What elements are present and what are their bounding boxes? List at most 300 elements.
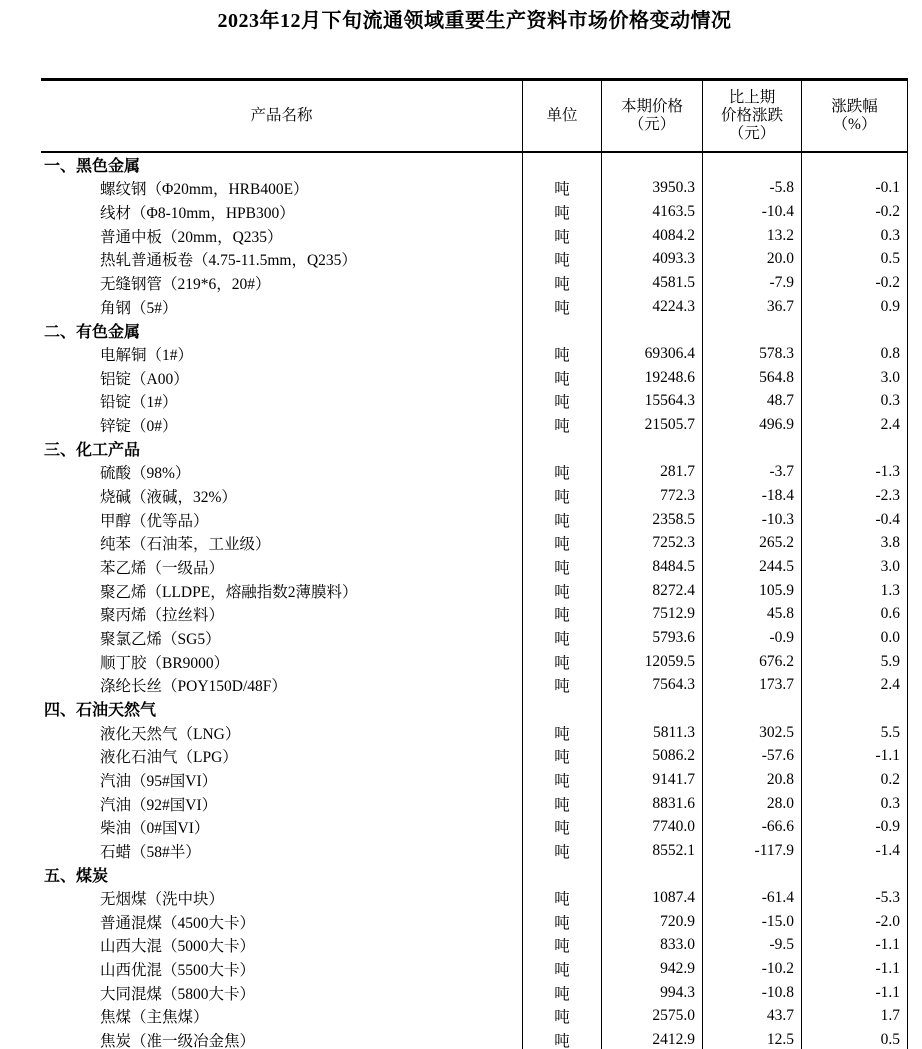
- change-pct-cell-text: -5.3: [875, 889, 900, 907]
- current-price-cell: [602, 839, 703, 863]
- unit-cell: [523, 934, 602, 958]
- change-pct-cell: [802, 200, 908, 224]
- unit-cell-text: 吨: [554, 630, 570, 648]
- change-pct-cell: [802, 484, 908, 508]
- current-price-cell: [602, 673, 703, 697]
- change-pct-cell-text: 0.0: [880, 628, 900, 646]
- product-row: [41, 886, 908, 910]
- section-label: [41, 863, 523, 887]
- unit-cell-text: 吨: [554, 725, 570, 743]
- product-name-cell-text: 线材（Φ8-10mm，HPB300）: [100, 205, 295, 223]
- unit-cell-text: 吨: [554, 559, 570, 577]
- product-name-cell-text: 汽油（95#国VI）: [100, 772, 218, 790]
- price-change-cell: [703, 721, 802, 745]
- current-price-cell-text: 281.7: [660, 463, 695, 481]
- price-change-cell-text: -9.5: [769, 936, 794, 954]
- change-pct-cell-text: -1.1: [875, 936, 900, 954]
- product-name-cell-text: 角钢（5#）: [100, 299, 178, 317]
- current-price-cell: [602, 248, 703, 272]
- product-row: [41, 839, 908, 863]
- change-pct-cell-text: 1.7: [880, 1007, 900, 1025]
- price-change-cell: [703, 248, 802, 272]
- current-price-cell-text: 2575.0: [652, 1007, 695, 1025]
- change-pct-cell: [802, 1028, 908, 1049]
- change-pct-cell-text: -1.1: [875, 960, 900, 978]
- product-name-cell: [41, 200, 523, 224]
- unit-cell: [523, 224, 602, 248]
- product-name-cell: [41, 602, 523, 626]
- section-empty-change-cell: [703, 319, 802, 343]
- change-pct-cell-text: 0.9: [880, 297, 900, 315]
- price-change-cell: [703, 390, 802, 414]
- change-pct-cell: [802, 839, 908, 863]
- change-pct-cell-text: -2.3: [875, 487, 900, 505]
- current-price-cell-text: 5811.3: [652, 723, 695, 741]
- change-pct-cell: [802, 271, 908, 295]
- price-change-cell: [703, 626, 802, 650]
- product-name-cell: [41, 792, 523, 816]
- current-price-cell-text: 8272.4: [652, 581, 695, 599]
- product-name-cell: [41, 461, 523, 485]
- col-header-price-change-line1: 比上期: [728, 89, 776, 106]
- product-name-cell-text: 山西大混（5000大卡）: [100, 938, 256, 956]
- change-pct-cell: [802, 366, 908, 390]
- unit-cell-text: 吨: [554, 181, 570, 199]
- change-pct-cell-text: -0.4: [875, 510, 900, 528]
- price-change-cell: [703, 200, 802, 224]
- current-price-cell: [602, 342, 703, 366]
- product-row: [41, 342, 908, 366]
- section-empty-unit-cell: [523, 153, 602, 177]
- product-name-cell-text: 无烟煤（洗中块）: [100, 891, 225, 909]
- section-label: [41, 697, 523, 721]
- product-name-cell: [41, 886, 523, 910]
- product-row: [41, 532, 908, 556]
- product-name-cell: [41, 484, 523, 508]
- product-row: [41, 555, 908, 579]
- product-name-cell-text: 苯乙烯（一级品）: [100, 559, 225, 577]
- product-name-cell-text: 无缝钢管（219*6，20#）: [100, 276, 271, 294]
- change-pct-cell-text: -1.3: [875, 463, 900, 481]
- product-name-cell: [41, 532, 523, 556]
- product-name-cell-text: 锌锭（0#）: [100, 418, 178, 436]
- unit-cell-text: 吨: [554, 276, 570, 294]
- unit-cell: [523, 532, 602, 556]
- product-name-cell: [41, 579, 523, 603]
- section-label-text: 一、黑色金属: [44, 158, 141, 176]
- section-empty-change-cell: [703, 697, 802, 721]
- current-price-cell-text: 4084.2: [652, 226, 695, 244]
- col-header-unit-text: 单位: [546, 107, 578, 124]
- change-pct-cell-text: 0.5: [880, 1031, 900, 1049]
- change-pct-cell: [802, 673, 908, 697]
- col-header-price-change: [703, 81, 802, 151]
- product-row: [41, 721, 908, 745]
- price-change-cell-text: 173.7: [759, 676, 794, 694]
- product-name-cell-text: 山西优混（5500大卡）: [100, 962, 256, 980]
- section-empty-price-cell: [602, 319, 703, 343]
- section-label: [41, 437, 523, 461]
- product-row: [41, 579, 908, 603]
- current-price-cell: [602, 957, 703, 981]
- col-header-change-pct-line1: 涨跌幅: [831, 98, 878, 115]
- price-change-cell: [703, 650, 802, 674]
- section-empty-unit-cell: [523, 319, 602, 343]
- change-pct-cell: [802, 1005, 908, 1029]
- product-name-cell-text: 大同混煤（5800大卡）: [100, 985, 256, 1003]
- current-price-cell-text: 8831.6: [652, 794, 695, 812]
- unit-cell: [523, 626, 602, 650]
- product-row: [41, 295, 908, 319]
- product-name-cell-text: 焦炭（准一级冶金焦）: [100, 1033, 256, 1049]
- change-pct-cell: [802, 461, 908, 485]
- change-pct-cell-text: 0.8: [880, 345, 900, 363]
- price-change-cell-text: -10.2: [761, 960, 794, 978]
- change-pct-cell-text: 0.3: [880, 392, 900, 410]
- price-change-cell: [703, 886, 802, 910]
- change-pct-cell: [802, 555, 908, 579]
- unit-cell: [523, 200, 602, 224]
- product-name-cell-text: 聚乙烯（LLDPE，熔融指数2薄膜料）: [100, 583, 358, 601]
- price-change-cell: [703, 910, 802, 934]
- col-header-current-price-line2: （元）: [628, 116, 676, 133]
- product-name-cell: [41, 934, 523, 958]
- section-empty-change-cell: [703, 863, 802, 887]
- change-pct-cell: [802, 792, 908, 816]
- price-change-cell-text: -117.9: [754, 841, 794, 859]
- unit-cell: [523, 366, 602, 390]
- section-empty-price-cell: [602, 863, 703, 887]
- current-price-cell: [602, 177, 703, 201]
- change-pct-cell: [802, 626, 908, 650]
- unit-cell: [523, 461, 602, 485]
- product-name-cell-text: 石蜡（58#半）: [100, 843, 201, 861]
- section-header-row: [41, 153, 908, 177]
- product-name-cell-text: 热轧普通板卷（4.75-11.5mm，Q235）: [100, 252, 357, 270]
- current-price-cell-text: 994.3: [660, 983, 695, 1001]
- current-price-cell: [602, 744, 703, 768]
- product-row: [41, 413, 908, 437]
- current-price-cell-text: 4581.5: [652, 274, 695, 292]
- product-name-cell: [41, 177, 523, 201]
- product-row: [41, 768, 908, 792]
- price-change-cell: [703, 981, 802, 1005]
- product-name-cell-text: 纯苯（石油苯，工业级）: [100, 536, 271, 554]
- current-price-cell-text: 15564.3: [644, 392, 695, 410]
- price-change-cell: [703, 744, 802, 768]
- price-change-cell-text: -5.8: [769, 179, 794, 197]
- change-pct-cell: [802, 508, 908, 532]
- section-empty-price-cell: [602, 153, 703, 177]
- product-row: [41, 484, 908, 508]
- unit-cell: [523, 177, 602, 201]
- change-pct-cell-text: -0.2: [875, 203, 900, 221]
- unit-cell-text: 吨: [554, 583, 570, 601]
- change-pct-cell-text: -1.1: [875, 747, 900, 765]
- price-change-cell-text: 28.0: [766, 794, 794, 812]
- current-price-cell: [602, 508, 703, 532]
- product-row: [41, 177, 908, 201]
- change-pct-cell: [802, 744, 908, 768]
- current-price-cell: [602, 390, 703, 414]
- unit-cell-text: 吨: [554, 489, 570, 507]
- current-price-cell: [602, 602, 703, 626]
- change-pct-cell: [802, 248, 908, 272]
- product-row: [41, 650, 908, 674]
- product-row: [41, 366, 908, 390]
- product-name-cell-text: 甲醇（优等品）: [100, 512, 209, 530]
- product-name-cell: [41, 271, 523, 295]
- product-row: [41, 934, 908, 958]
- current-price-cell-text: 7564.3: [652, 676, 695, 694]
- change-pct-cell-text: 2.4: [880, 416, 900, 434]
- current-price-cell: [602, 910, 703, 934]
- price-change-cell: [703, 342, 802, 366]
- col-header-price-change-line2: 价格涨跌: [720, 107, 783, 124]
- product-name-cell-text: 螺纹钢（Φ20mm，HRB400E）: [100, 181, 309, 199]
- change-pct-cell-text: -2.0: [875, 912, 900, 930]
- current-price-cell-text: 1087.4: [652, 889, 695, 907]
- product-row: [41, 1028, 908, 1049]
- price-change-cell-text: 578.3: [759, 345, 794, 363]
- current-price-cell: [602, 579, 703, 603]
- current-price-cell-text: 2358.5: [652, 510, 695, 528]
- unit-cell: [523, 295, 602, 319]
- price-change-cell: [703, 1005, 802, 1029]
- change-pct-cell: [802, 390, 908, 414]
- unit-cell-text: 吨: [554, 418, 570, 436]
- price-change-cell: [703, 957, 802, 981]
- unit-cell-text: 吨: [554, 205, 570, 223]
- col-header-change-pct: [802, 81, 908, 151]
- price-change-cell-text: -0.9: [769, 628, 794, 646]
- product-name-cell: [41, 555, 523, 579]
- section-empty-pct-cell: [802, 697, 908, 721]
- section-header-row: [41, 319, 908, 343]
- product-name-cell-text: 汽油（92#国VI）: [100, 796, 218, 814]
- current-price-cell-text: 19248.6: [644, 368, 695, 386]
- unit-cell: [523, 413, 602, 437]
- change-pct-cell-text: 5.5: [880, 723, 900, 741]
- unit-cell: [523, 602, 602, 626]
- price-change-cell: [703, 815, 802, 839]
- price-change-cell: [703, 673, 802, 697]
- unit-cell: [523, 1005, 602, 1029]
- price-change-cell: [703, 366, 802, 390]
- section-empty-unit-cell: [523, 697, 602, 721]
- change-pct-cell: [802, 579, 908, 603]
- change-pct-cell: [802, 957, 908, 981]
- price-change-cell: [703, 508, 802, 532]
- change-pct-cell: [802, 177, 908, 201]
- section-empty-price-cell: [602, 697, 703, 721]
- table-body: [41, 153, 908, 1049]
- unit-cell-text: 吨: [554, 1009, 570, 1027]
- product-name-cell: [41, 981, 523, 1005]
- current-price-cell: [602, 461, 703, 485]
- table-header-row: [41, 81, 908, 153]
- section-empty-unit-cell: [523, 863, 602, 887]
- price-change-cell: [703, 413, 802, 437]
- unit-cell-text: 吨: [554, 536, 570, 554]
- section-empty-pct-cell: [802, 319, 908, 343]
- product-name-cell-text: 聚丙烯（拉丝料）: [100, 607, 225, 625]
- unit-cell-text: 吨: [554, 891, 570, 909]
- product-name-cell-text: 铅锭（1#）: [100, 394, 178, 412]
- change-pct-cell: [802, 532, 908, 556]
- product-row: [41, 390, 908, 414]
- unit-cell: [523, 886, 602, 910]
- price-change-cell-text: -10.8: [761, 983, 794, 1001]
- current-price-cell-text: 2412.9: [652, 1031, 695, 1049]
- product-name-cell: [41, 673, 523, 697]
- price-change-cell: [703, 934, 802, 958]
- price-change-cell: [703, 461, 802, 485]
- product-name-cell: [41, 1005, 523, 1029]
- current-price-cell-text: 942.9: [660, 960, 695, 978]
- section-empty-change-cell: [703, 153, 802, 177]
- current-price-cell-text: 12059.5: [644, 652, 695, 670]
- product-name-cell: [41, 366, 523, 390]
- unit-cell-text: 吨: [554, 772, 570, 790]
- current-price-cell: [602, 366, 703, 390]
- current-price-cell-text: 8552.1: [652, 841, 695, 859]
- change-pct-cell: [802, 295, 908, 319]
- unit-cell-text: 吨: [554, 370, 570, 388]
- product-name-cell: [41, 744, 523, 768]
- section-label-text: 三、化工产品: [44, 442, 141, 460]
- unit-cell-text: 吨: [554, 678, 570, 696]
- product-name-cell: [41, 508, 523, 532]
- col-header-price-change-line3: （元）: [728, 125, 776, 142]
- product-name-cell-text: 普通中板（20mm，Q235）: [100, 228, 283, 246]
- current-price-cell-text: 3950.3: [652, 179, 695, 197]
- unit-cell-text: 吨: [554, 394, 570, 412]
- product-name-cell-text: 硫酸（98%）: [100, 465, 191, 483]
- price-change-cell: [703, 177, 802, 201]
- unit-cell: [523, 271, 602, 295]
- product-row: [41, 461, 908, 485]
- unit-cell-text: 吨: [554, 820, 570, 838]
- section-empty-pct-cell: [802, 863, 908, 887]
- section-header-row: [41, 863, 908, 887]
- current-price-cell-text: 5793.6: [652, 628, 695, 646]
- current-price-cell: [602, 768, 703, 792]
- product-name-cell: [41, 295, 523, 319]
- unit-cell: [523, 792, 602, 816]
- price-change-cell-text: -3.7: [769, 463, 794, 481]
- current-price-cell: [602, 1028, 703, 1049]
- change-pct-cell-text: -0.9: [875, 818, 900, 836]
- change-pct-cell-text: 3.0: [880, 368, 900, 386]
- product-row: [41, 626, 908, 650]
- section-header-row: [41, 697, 908, 721]
- current-price-cell-text: 8484.5: [652, 557, 695, 575]
- section-label: [41, 319, 523, 343]
- price-change-cell-text: 302.5: [759, 723, 794, 741]
- section-label-text: 四、石油天然气: [44, 702, 157, 720]
- unit-cell-text: 吨: [554, 938, 570, 956]
- unit-cell: [523, 744, 602, 768]
- product-row: [41, 224, 908, 248]
- price-change-cell-text: 496.9: [759, 416, 794, 434]
- current-price-cell: [602, 555, 703, 579]
- change-pct-cell: [802, 910, 908, 934]
- current-price-cell: [602, 721, 703, 745]
- change-pct-cell-text: -0.2: [875, 274, 900, 292]
- price-change-cell-text: 244.5: [759, 557, 794, 575]
- unit-cell-text: 吨: [554, 228, 570, 246]
- unit-cell: [523, 981, 602, 1005]
- current-price-cell: [602, 295, 703, 319]
- product-name-cell: [41, 815, 523, 839]
- change-pct-cell: [802, 815, 908, 839]
- unit-cell: [523, 484, 602, 508]
- section-empty-unit-cell: [523, 437, 602, 461]
- product-name-cell: [41, 1028, 523, 1049]
- change-pct-cell: [802, 721, 908, 745]
- current-price-cell-text: 21505.7: [644, 416, 695, 434]
- unit-cell: [523, 579, 602, 603]
- product-name-cell: [41, 626, 523, 650]
- product-name-cell-text: 焦煤（主焦煤）: [100, 1009, 209, 1027]
- price-change-cell-text: 12.5: [766, 1031, 794, 1049]
- current-price-cell: [602, 484, 703, 508]
- unit-cell-text: 吨: [554, 843, 570, 861]
- price-change-cell: [703, 532, 802, 556]
- unit-cell-text: 吨: [554, 654, 570, 672]
- section-empty-price-cell: [602, 437, 703, 461]
- product-name-cell-text: 顺丁胶（BR9000）: [100, 654, 230, 672]
- product-row: [41, 910, 908, 934]
- product-row: [41, 673, 908, 697]
- change-pct-cell: [802, 413, 908, 437]
- page-title: 2023年12月下旬流通领域重要生产资料市场价格变动情况: [217, 10, 732, 32]
- product-name-cell-text: 普通混煤（4500大卡）: [100, 914, 256, 932]
- unit-cell-text: 吨: [554, 985, 570, 1003]
- change-pct-cell-text: 3.8: [880, 534, 900, 552]
- product-name-cell-text: 电解铜（1#）: [100, 347, 194, 365]
- col-header-current-price: [602, 81, 703, 151]
- current-price-cell: [602, 815, 703, 839]
- price-change-cell: [703, 1028, 802, 1049]
- product-row: [41, 957, 908, 981]
- current-price-cell-text: 9141.7: [652, 770, 695, 788]
- price-change-cell: [703, 602, 802, 626]
- section-empty-pct-cell: [802, 153, 908, 177]
- product-name-cell-text: 铝锭（A00）: [100, 370, 189, 388]
- change-pct-cell-text: 2.4: [880, 676, 900, 694]
- unit-cell: [523, 910, 602, 934]
- unit-cell: [523, 248, 602, 272]
- current-price-cell-text: 720.9: [660, 912, 695, 930]
- price-change-cell-text: 48.7: [766, 392, 794, 410]
- current-price-cell: [602, 626, 703, 650]
- product-name-cell: [41, 957, 523, 981]
- change-pct-cell: [802, 650, 908, 674]
- product-row: [41, 271, 908, 295]
- change-pct-cell-text: -0.1: [875, 179, 900, 197]
- change-pct-cell-text: 0.3: [880, 226, 900, 244]
- price-change-cell-text: 45.8: [766, 605, 794, 623]
- price-change-cell: [703, 839, 802, 863]
- section-label-text: 二、有色金属: [44, 323, 141, 341]
- change-pct-cell-text: -1.4: [875, 841, 900, 859]
- unit-cell-text: 吨: [554, 299, 570, 317]
- price-change-cell-text: -10.3: [761, 510, 794, 528]
- change-pct-cell-text: 5.9: [880, 652, 900, 670]
- current-price-cell: [602, 200, 703, 224]
